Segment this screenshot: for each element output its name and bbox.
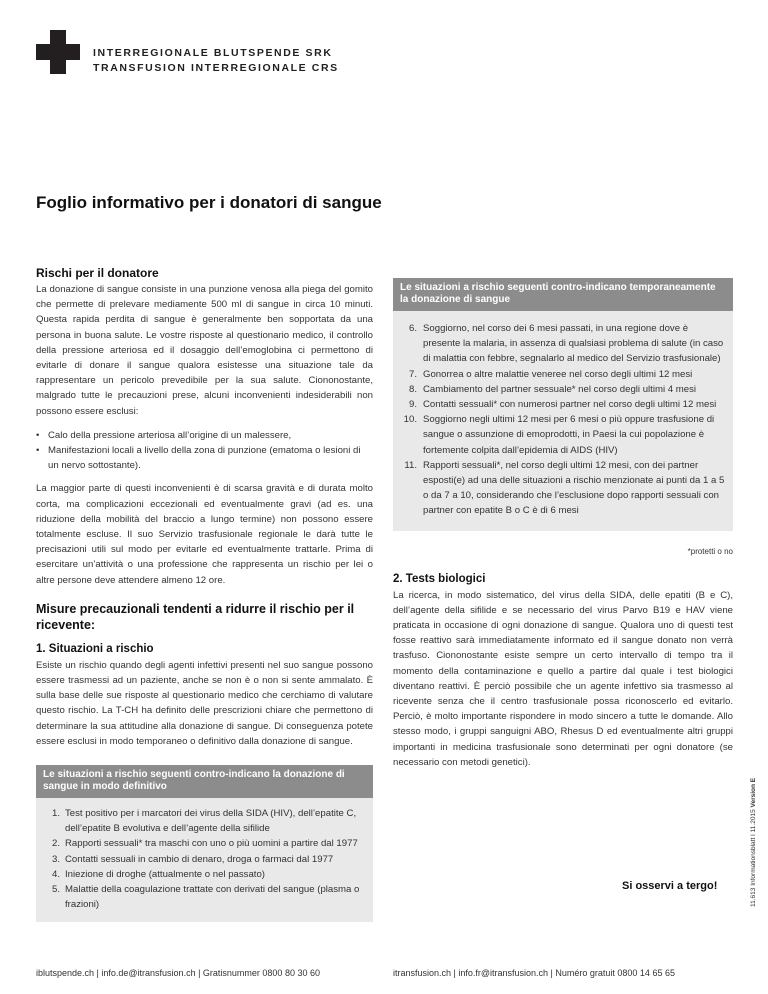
red-cross-logo (36, 30, 80, 74)
risk-bullet-list (36, 428, 373, 474)
list-item: 3. Contatti sessuali in cambio di denaro, droga o farmaci dal 1977 (51, 853, 334, 865)
box-title: Le situazioni a rischio seguenti contro-indicano la donazione di sangue in modo definitivo (36, 765, 373, 798)
temporary-exclusion-box (393, 278, 733, 531)
org-line-2: TRANSFUSION INTERREGIONALE CRS (93, 62, 339, 74)
org-line-1: INTERREGIONALE BLUTSPENDE SRK (93, 47, 333, 59)
list-item: • Manifestazioni locali a livello della zona di punzione (ematoma o lesioni di un nervo sottostante). (36, 443, 373, 473)
definitive-exclusion-box (36, 765, 373, 921)
page-title: Foglio informativo per i donatori di sangue (36, 193, 382, 212)
footer-left-contact: iblutspende.ch | info.de@itransfusion.ch | Gratisnummer 0800 80 30 60 (36, 968, 320, 978)
list-item: 11. Rapporti sessuali*, nel corso degli ultimi 12 mesi, con dei partner esposti(e) ad una delle situazioni a rischio menzionate ai punti da 1 a 5 o da 7 a 10, considerando che l’esclusione dopo rapporti sessuali con partner con epatite B o C è di 6 mesi (404, 459, 725, 517)
footer-right-contact: itransfusion.ch | info.fr@itransfusion.ch | Numéro gratuit 0800 14 65 65 (393, 968, 675, 978)
list-item: 1. Test positivo per i marcatori dei virus della SIDA (HIV), dell’epatite C, dell’epatite B evolutiva e dell’agente della sifilide (51, 808, 357, 835)
list-item: • Calo della pressione arteriosa all’origine di un malessere, (36, 428, 373, 443)
definitive-exclusion-list (36, 798, 373, 921)
temporary-exclusion-list (393, 311, 733, 531)
list-item: 6. Soggiorno, nel corso dei 6 mesi passati, in una regione dove è presente la malaria, in assenza di qualsiasi problema di salute (in caso di malattia con febbre, segnalarlo al medico del Servizio trasfusionale) (408, 323, 724, 365)
list-item: 9. Contatti sessuali* con numerosi partner nel corso degli ultimi 12 mesi (408, 399, 717, 411)
situations-heading: 1. Situazioni a rischio (36, 642, 154, 655)
left-column (36, 265, 373, 922)
list-item: 10. Soggiorno negli ultimi 12 mesi per 6 mesi o più oppure trasfusione di sangue o assunzione di emoprodotti, in Paesi la cui popolazione è fortemente colpita dall’epidemia di AIDS (HIV) (403, 414, 715, 456)
list-item: 5. Malattie della coagulazione trattate con derivati del sangue (plasma o frazioni) (51, 884, 360, 911)
tests-paragraph: La ricerca, in modo sistematico, del virus della SIDA, delle epatiti (B e C), dell’agente della sifilide e se necessario del virus Parvo B19 e HAV viene praticata in occasione di ogni donazione di sangue. Qualora uno di questi test fosse reattivo sarà immediatamente informato ed il sangue donato non verrà trasfuso. Ciononostante esiste sempre un certo intervallo di tempo tra il momento della contaminazione e quello a partire dal quale i test biologici diventano reattivi. È perciò possibile che un agente infettivo sia trasmesso al ricevente senza che il centro trasfusionale possa riconoscerlo ed evitarlo. Perciò, è molto importante rispondere in modo sincero a tutte le domande. Allo stesso modo, i gruppi sanguigni ABO, Rhesus D ed eventualmente altri gruppi importanti in medicina trasfusionale sono determinati per ogni donatore (se necessario con metodi genetici). (393, 589, 733, 768)
list-item: 4. Iniezione di droghe (attualmente o nel passato) (51, 868, 265, 880)
tests-heading: 2. Tests biologici (393, 572, 486, 585)
list-item: 7. Gonorrea o altre malattie veneree nel corso degli ultimi 12 mesi (408, 368, 693, 380)
box-title: Le situazioni a rischio seguenti contro-indicano temporaneamente la donazione di sangue (393, 278, 733, 311)
situations-paragraph: Esiste un rischio quando degli agenti infettivi presenti nel suo sangue possono essere trasmessi ad un paziente, anche se non è o non si sente ammalato. È sulla base delle sue risposte al questionario medico che cerchiamo di valutare questo rischio. La T-CH ha definito delle prescrizioni chiare che permettono di determinare la sua attitudine alla donazione di sangue. Di conseguenza potete essere esclusi in modo temporaneo o definitivo dalla donazione di sangue. (36, 659, 373, 747)
document-code: 11.613 Informationsblatt I 11.2015 (750, 809, 757, 907)
risk-heading: Rischi per il donatore (36, 266, 159, 280)
list-item: 8. Cambiamento del partner sessuale* nel corso degli ultimi 4 mesi (408, 383, 697, 395)
turn-over-note: Si osservi a tergo! (622, 880, 718, 892)
footnote: *protetti o no (687, 546, 733, 556)
list-item: 2. Rapporti sessuali* tra maschi con uno o più uomini a partire dal 1977 (51, 838, 358, 850)
risk-paragraph-1: La donazione di sangue consiste in una punzione venosa alla piega del gomito che permette di prelevare mediamente 500 ml di sangue in circa 10 minuti. Questa rapida perdita di sangue è generalmente ben sopportata da una persona in buona salute. Le vostre risposte al questionario medico, il controllo della pressione arteriosa ed il dosaggio dell’emoglobina ci permettono di evitarle di donare il sangue qualora esistesse una situazione tale da rappresentare un pericolo prevedibile per la sua salute. Ciononostante, malgrado tutte le precauzioni prese, alcuni inconvenienti indesiderabili non possono essere esclusi: (36, 284, 373, 417)
organization-name (93, 46, 339, 76)
measures-heading: Misure precauzionali tendenti a ridurre il rischio per il ricevente: (36, 601, 355, 632)
version-label: Version E (750, 777, 757, 808)
right-column (393, 278, 733, 770)
side-reference (750, 778, 757, 907)
risk-paragraph-2: La maggior parte di questi inconvenienti è di scarsa gravità e di durata molto corta, ma complicazioni eccezionali ed eventualmente gravi (ad es. una riduzione della mobilità del braccio a lungo termine) non possono essere totalmente escluse. Il suo Servizio trasfusionale regionale le darà tutte le precisazioni utili sul modo per evitarle ed eventualmente trattarle. Prima di esercitare un’attività o una professione che rappresenta un rischio per lei o altre persone deve attendere almeno 12 ore. (36, 483, 373, 586)
